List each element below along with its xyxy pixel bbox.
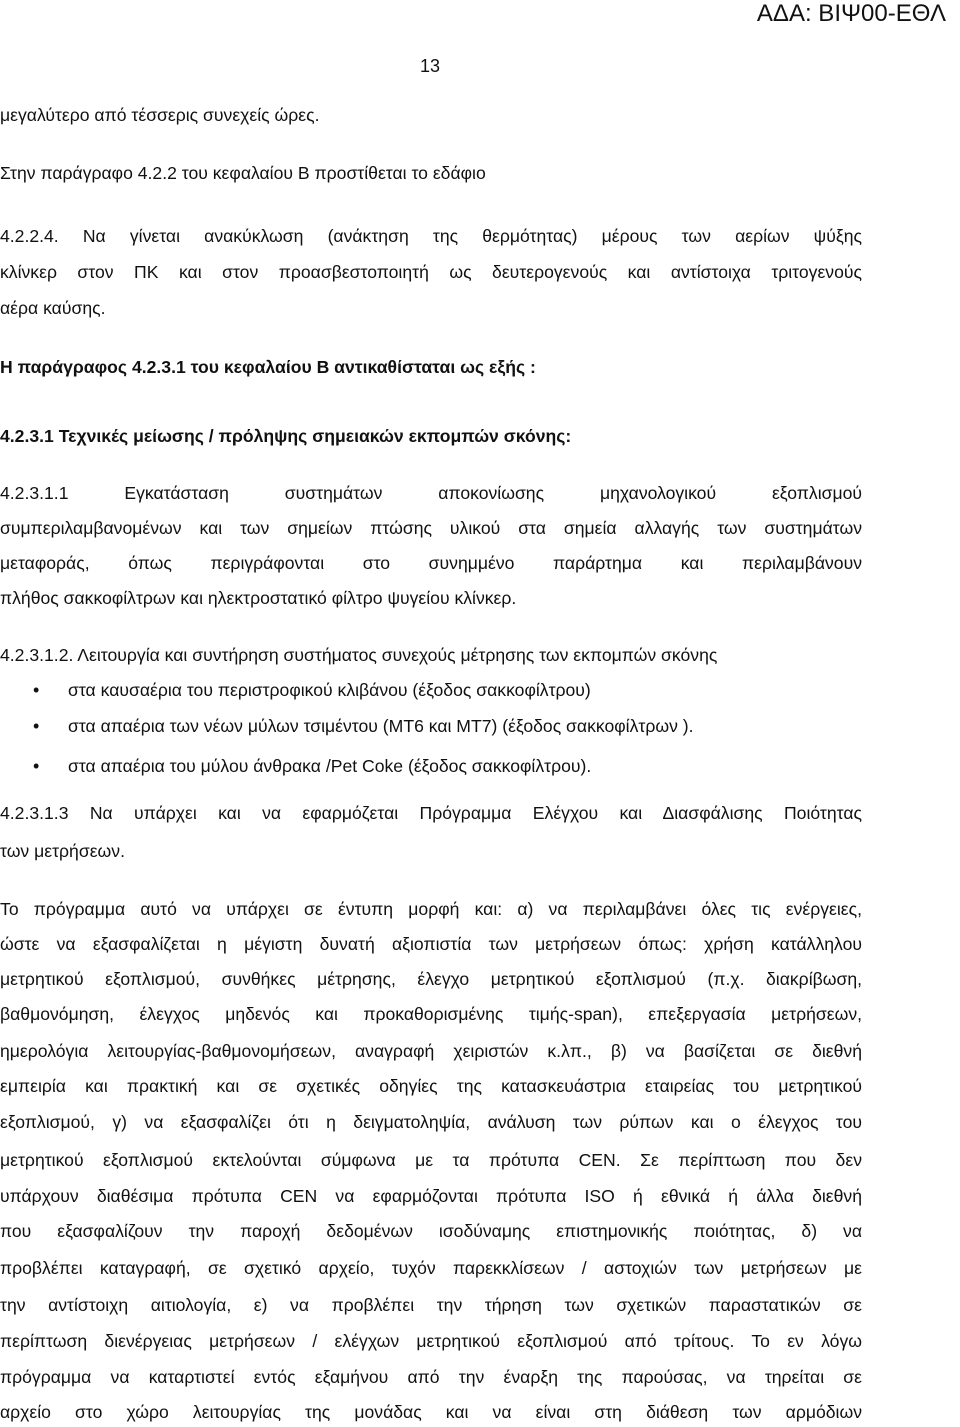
text-line: κλίνκερ στον ΠΚ και στον προασβεστοποιητή ως δευτερογενούς και αντίστοιχα τριτογενούς <box>0 262 862 282</box>
text-line: ημερολόγια λειτουργίας-βαθμονομήσεων, αναγραφή χειριστών κ.λπ., β) να βασίζεται σε διεθνή <box>0 1041 862 1061</box>
page-number: 13 <box>420 56 441 76</box>
text-line: 4.2.3.1.1 Εγκατάσταση συστημάτων αποκονίωσης μηχανολογικού εξοπλισμού <box>0 483 862 503</box>
list-item: στα καυσαέρια του περιστροφικού κλιβάνου (έξοδος σακκοφίλτρου) <box>68 680 591 700</box>
text-line: μετρητικού εξοπλισμού εκτελούνται σύμφωνα με τα πρότυπα CEN. Σε περίπτωση που δεν <box>0 1150 862 1170</box>
text-line: πλήθος σακκοφίλτρων και ηλεκτροστατικό φίλτρο ψυγείου κλίνκερ. <box>0 588 517 608</box>
ada-code: ΑΔΑ: ΒΙΨ00-ΕΘΛ <box>756 0 946 27</box>
list-item: στα απαέρια του μύλου άνθρακα /Pet Coke (έξοδος σακκοφίλτρου). <box>68 756 592 776</box>
text-line: 4.2.2.4. Να γίνεται ανακύκλωση (ανάκτηση της θερμότητας) μέρους των αερίων ψύξης <box>0 226 862 246</box>
bullet-icon: • <box>33 756 40 776</box>
text-line: αρχείο στο χώρο λειτουργίας της μονάδας και να είναι στη διάθεση των αρμόδιων <box>0 1402 862 1422</box>
text-line: προβλέπει καταγραφή, σε σχετικό αρχείο, τυχόν παρεκκλίσεων / αστοχιών των μετρήσεων με <box>0 1258 862 1278</box>
text-line: ώστε να εξασφαλίζεται η μέγιστη δυνατή αξιοπιστία των μετρήσεων όπως: χρήση κατάλληλου <box>0 934 862 954</box>
text-line: μεταφοράς, όπως περιγράφονται στο συνημμένο παράρτημα και περιλαμβάνουν <box>0 553 862 573</box>
text-line: πρόγραμμα να καταρτιστεί εντός εξαμήνου από την έναρξη της παρούσας, να τηρείται σε <box>0 1367 862 1387</box>
bullet-icon: • <box>33 680 40 700</box>
text-line: υπάρχουν διαθέσιμα πρότυπα CEN να εφαρμόζονται πρότυπα ISO ή εθνικά ή άλλα διεθνή <box>0 1186 862 1206</box>
section-heading: 4.2.3.1 Τεχνικές μείωσης / πρόληψης σημειακών εκπομπών σκόνης: <box>0 426 572 446</box>
text-line: Το πρόγραμμα αυτό να υπάρχει σε έντυπη μορφή και: α) να περιλαμβάνει όλες τις ενέργειες, <box>0 899 862 919</box>
text-line: αέρα καύσης. <box>0 298 106 318</box>
text-line: συμπεριλαμβανομένων και των σημείων πτώσης υλικού στα σημεία αλλαγής των συστημάτων <box>0 518 862 538</box>
text-line: περίπτωση διενέργειας μετρήσεων / ελέγχων μετρητικού εξοπλισμού από τρίτους. Το εν λόγω <box>0 1331 862 1351</box>
section-heading: Η παράγραφος 4.2.3.1 του κεφαλαίου Β αντικαθίσταται ως εξής : <box>0 357 536 377</box>
text-line: Στην παράγραφο 4.2.2 του κεφαλαίου Β προστίθεται το εδάφιο <box>0 163 486 183</box>
text-line: μεγαλύτερο από τέσσερις συνεχείς ώρες. <box>0 105 320 125</box>
list-item: στα απαέρια των νέων μύλων τσιμέντου (ΜΤ6 και ΜΤ7) (έξοδος σακκοφίλτρων ). <box>68 716 694 736</box>
text-line: εξοπλισμού, γ) να εξασφαλίζει ότι η δειγματοληψία, ανάλυση των ρύπων και ο έλεγχος του <box>0 1112 862 1132</box>
text-line: μετρητικού εξοπλισμού, συνθήκες μέτρησης, έλεγχο μετρητικού εξοπλισμού (π.χ. διακρίβωση, <box>0 969 862 989</box>
text-line: 4.2.3.1.2. Λειτουργία και συντήρηση συστήματος συνεχούς μέτρησης των εκπομπών σκόνης <box>0 645 718 665</box>
text-line: την αντίστοιχη αιτιολογία, ε) να προβλέπει την τήρηση των σχετικών παραστατικών σε <box>0 1295 862 1315</box>
text-line: εμπειρία και πρακτική και σε σχετικές οδηγίες της κατασκευάστρια εταιρείας του μετρητικού <box>0 1076 862 1096</box>
text-line: 4.2.3.1.3 Να υπάρχει και να εφαρμόζεται Πρόγραμμα Ελέγχου και Διασφάλισης Ποιότητας <box>0 803 862 823</box>
bullet-icon: • <box>33 716 40 736</box>
text-line: των μετρήσεων. <box>0 841 125 861</box>
text-line: βαθμονόμηση, έλεγχος μηδενός και προκαθορισμένης τιμής-span), επεξεργασία μετρήσεων, <box>0 1004 862 1024</box>
text-line: που εξασφαλίζουν την παροχή δεδομένων ισοδύναμης επιστημονικής ποιότητας, δ) να <box>0 1221 862 1241</box>
